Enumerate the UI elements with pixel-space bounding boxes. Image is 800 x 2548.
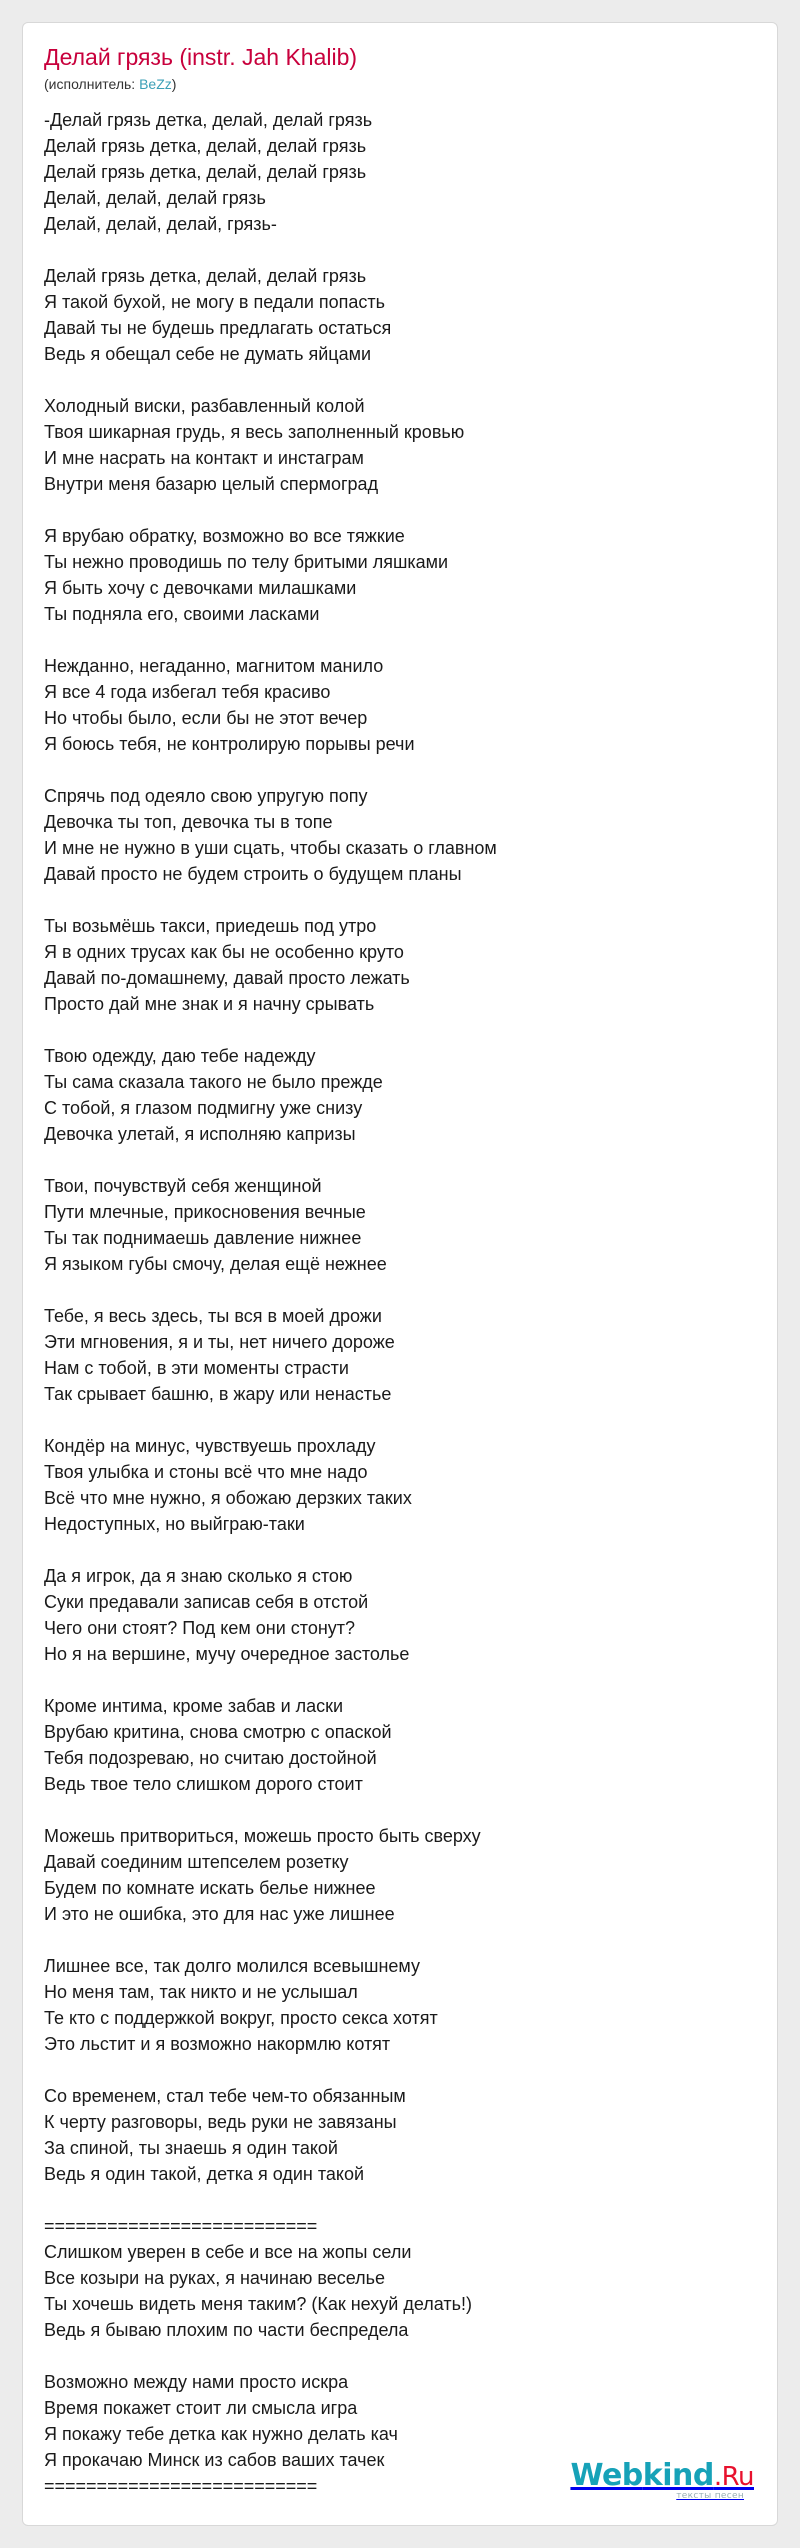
song-title: Делай грязь (instr. Jah Khalib) — [44, 44, 358, 70]
lyrics-line: Девочка ты топ, девочка ты в топе — [44, 812, 333, 832]
lyrics-line: Нам с тобой, в эти моменты страсти — [44, 1358, 349, 1378]
lyrics-line: Врубаю критина, снова смотрю с опаской — [44, 1722, 392, 1742]
lyrics-line: Будем по комнате искать белье нижнее — [44, 1878, 376, 1898]
lyrics-line: Ведь твое тело слишком дорого стоит — [44, 1774, 363, 1794]
site-logo[interactable] — [570, 2460, 754, 2501]
lyrics-line: Давай ты не будешь предлагать остаться — [44, 318, 392, 338]
lyrics-line: С тобой, я глазом подмигну уже снизу — [44, 1098, 363, 1118]
lyrics-stanza — [44, 1563, 759, 1667]
lyrics-line: ========================== — [44, 2476, 318, 2496]
lyrics-line: Ты сама сказала такого не было прежде — [44, 1072, 383, 1092]
lyrics-line: Делай, делай, делай грязь — [44, 188, 266, 208]
lyrics-line: Со временем, стал тебе чем-то обязанным — [44, 2086, 406, 2106]
lyrics-stanza — [44, 1173, 759, 1277]
lyrics-line: Холодный виски, разбавленный колой — [44, 396, 365, 416]
lyrics-line: Тебе, я весь здесь, ты вся в моей дрожи — [44, 1306, 382, 1326]
lyrics-stanza — [44, 913, 759, 1017]
lyrics-line: Делай грязь детка, делай, делай грязь — [44, 136, 367, 156]
lyrics-line: Слишком уверен в себе и все на жопы сели — [44, 2242, 412, 2262]
lyrics-line: Я покажу тебе детка как нужно делать кач — [44, 2424, 398, 2444]
lyrics-stanza — [44, 263, 759, 367]
lyrics-line: Лишнее все, так долго молился всевышнему — [44, 1956, 421, 1976]
lyrics-stanza — [44, 1953, 759, 2057]
lyrics-line: Чего они стоят? Под кем они стонут? — [44, 1618, 356, 1638]
lyrics-line: Ведь я бываю плохим по части беспредела — [44, 2320, 409, 2340]
lyrics-line: Кроме интима, кроме забав и ласки — [44, 1696, 344, 1716]
lyrics-line: Просто дай мне знак и я начну срывать — [44, 994, 375, 1014]
lyrics-stanza — [44, 1303, 759, 1407]
lyrics-line: Суки предавали записав себя в отстой — [44, 1592, 369, 1612]
lyrics-line: Ты возьмёшь такси, приедешь под утро — [44, 916, 377, 936]
lyrics-line: Эти мгновения, я и ты, нет ничего дороже — [44, 1332, 395, 1352]
lyrics-stanza — [44, 107, 759, 237]
lyrics-stanza — [44, 2213, 759, 2343]
lyrics-stanza — [44, 393, 759, 497]
lyrics-stanza — [44, 2083, 759, 2187]
lyrics-line: Я быть хочу с девочками милашками — [44, 578, 357, 598]
logo-tagline: тексты песен — [676, 2491, 744, 2501]
lyrics-line: Это льстит и я возможно накормлю котят — [44, 2034, 391, 2054]
lyrics-line: Ты так поднимаешь давление нижнее — [44, 1228, 362, 1248]
lyrics-line: Делай, делай, делай, грязь- — [44, 214, 277, 234]
artist-prefix: (исполнитель: — [44, 76, 140, 92]
lyrics-line: Ведь я обещал себе не думать яйцами — [44, 344, 372, 364]
lyrics-line: И это не ошибка, это для нас уже лишнее — [44, 1904, 395, 1924]
lyrics-line: Недоступных, но выйграю-таки — [44, 1514, 305, 1534]
lyrics-stanza — [44, 1693, 759, 1797]
lyrics-line: Твоя улыбка и стоны всё что мне надо — [44, 1462, 368, 1482]
lyrics-line: За спиной, ты знаешь я один такой — [44, 2138, 338, 2158]
lyrics-stanza — [44, 1043, 759, 1147]
lyrics-line: Я боюсь тебя, не контролирую порывы речи — [44, 734, 415, 754]
lyrics-line: Твоя шикарная грудь, я весь заполненный кровью — [44, 422, 465, 442]
lyrics-body — [44, 107, 759, 2499]
lyrics-line: Да я игрок, да я знаю сколько я стою — [44, 1566, 353, 1586]
lyrics-line: Нежданно, негаданно, магнитом манило — [44, 656, 384, 676]
lyrics-card — [22, 22, 778, 2526]
lyrics-line: И мне насрать на контакт и инстаграм — [44, 448, 364, 468]
artist-suffix: ) — [171, 76, 177, 92]
lyrics-line: Внутри меня базарю целый спермоград — [44, 474, 379, 494]
lyrics-line: Я такой бухой, не могу в педали попасть — [44, 292, 386, 312]
lyrics-line: Давай соединим штепселем розетку — [44, 1852, 349, 1872]
lyrics-line: Так срывает башню, в жару или ненастье — [44, 1384, 392, 1404]
lyrics-line: Время покажет стоит ли смысла игра — [44, 2398, 358, 2418]
lyrics-line: Можешь притвориться, можешь просто быть сверху — [44, 1826, 481, 1846]
lyrics-line: Делай грязь детка, делай, делай грязь — [44, 162, 367, 182]
artist-line — [44, 75, 176, 93]
lyrics-line: -Делай грязь детка, делай, делай грязь — [44, 110, 373, 130]
lyrics-line: Девочка улетай, я исполняю капризы — [44, 1124, 356, 1144]
artist-link[interactable]: BeZz — [139, 76, 172, 92]
lyrics-line: Но я на вершине, мучу очередное застолье — [44, 1644, 410, 1664]
lyrics-stanza — [44, 1433, 759, 1537]
lyrics-line: Те кто с поддержкой вокруг, просто секса хотят — [44, 2008, 438, 2028]
lyrics-line: Тебя подозреваю, но считаю достойной — [44, 1748, 377, 1768]
lyrics-line: ========================== — [44, 2216, 318, 2236]
lyrics-line: Делай грязь детка, делай, делай грязь — [44, 266, 367, 286]
logo-wordmark: Webkind.Ru — [570, 2458, 754, 2493]
lyrics-line: Твою одежду, даю тебе надежду — [44, 1046, 316, 1066]
lyrics-line: Ты подняла его, своими ласками — [44, 604, 320, 624]
lyrics-line: Кондёр на минус, чувствуешь прохладу — [44, 1436, 376, 1456]
lyrics-line: Я языком губы смочу, делая ещё нежнее — [44, 1254, 387, 1274]
lyrics-line: Возможно между нами просто искра — [44, 2372, 349, 2392]
lyrics-line: Твои, почувствуй себя женщиной — [44, 1176, 322, 1196]
lyrics-line: Спрячь под одеяло свою упругую попу — [44, 786, 368, 806]
lyrics-line: Я все 4 года избегал тебя красиво — [44, 682, 331, 702]
lyrics-stanza — [44, 653, 759, 757]
lyrics-line: Ты нежно проводишь по телу бритыми ляшками — [44, 552, 449, 572]
lyrics-line: Ведь я один такой, детка я один такой — [44, 2164, 365, 2184]
lyrics-line: Но чтобы было, если бы не этот вечер — [44, 708, 368, 728]
lyrics-line: Давай по-домашнему, давай просто лежать — [44, 968, 410, 988]
lyrics-line: И мне не нужно в уши сцать, чтобы сказать о главном — [44, 838, 497, 858]
lyrics-stanza — [44, 1823, 759, 1927]
lyrics-line: К черту разговоры, ведь руки не завязаны — [44, 2112, 397, 2132]
lyrics-line: Я врубаю обратку, возможно во все тяжкие — [44, 526, 405, 546]
lyrics-line: Ты хочешь видеть меня таким? (Как нехуй делать!) — [44, 2294, 472, 2314]
lyrics-line: Все козыри на руках, я начинаю веселье — [44, 2268, 386, 2288]
lyrics-stanza — [44, 523, 759, 627]
lyrics-line: Давай просто не будем строить о будущем планы — [44, 864, 462, 884]
lyrics-line: Но меня там, так никто и не услышал — [44, 1982, 358, 2002]
lyrics-line: Пути млечные, прикосновения вечные — [44, 1202, 366, 1222]
lyrics-stanza — [44, 783, 759, 887]
lyrics-line: Я прокачаю Минск из сабов ваших тачек — [44, 2450, 385, 2470]
lyrics-line: Всё что мне нужно, я обожаю дерзких таких — [44, 1488, 412, 1508]
lyrics-line: Я в одних трусах как бы не особенно круто — [44, 942, 404, 962]
